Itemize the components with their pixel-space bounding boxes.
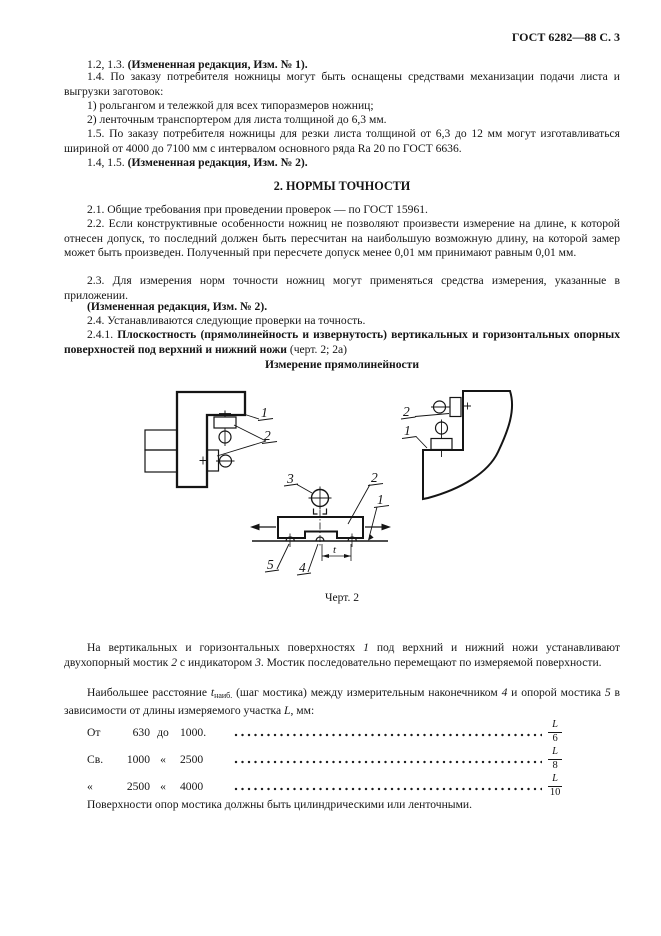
left-bar-lower	[145, 450, 177, 472]
right-bridge-horizontal	[431, 439, 452, 450]
range-row-2: Св. 1000 « 2500 $\frac{L}{8}$	[64, 746, 620, 772]
figure-bridge-view	[250, 470, 391, 575]
left-bridge-vertical	[208, 450, 219, 471]
para-2-1: 2.1. Общие требования при проведении проверок — по ГОСТ 15961.	[87, 203, 428, 216]
left-label-surface: 1	[261, 405, 268, 420]
figure-right-view	[401, 391, 512, 499]
para-1-5: 1.5. По заказу потребителя ножницы для резки листа толщиной от 6,3 до 12 мм могут изготавливаться шириной от 4000 до 7100 мм с интервалом основного ряда Ra 20 по ГОСТ 6636.	[64, 127, 620, 155]
right-bridge-vertical	[450, 398, 461, 417]
left-label-bridge: 2	[264, 428, 271, 443]
list-item-2: 2) ленточным транспортером для листа толщиной до 6,3 мм.	[87, 113, 387, 126]
page-header-ref: ГОСТ 6282—88 С. 3	[511, 30, 620, 44]
para-amend-1-2-1-3: 1.2, 1.3. (Измененная редакция, Изм. № 1).	[87, 58, 308, 71]
para-1-4: 1.4. По заказу потребителя ножницы могут быть оснащены средствами механизации подачи листа и выгрузки заготовок:	[64, 70, 620, 98]
fraction-value: $\frac{L}{10}$	[549, 773, 561, 798]
para-amend-1-4-1-5: 1.4, 1.5. (Измененная редакция, Изм. № 2).	[87, 156, 308, 169]
arrow-left-icon	[250, 524, 260, 531]
right-label-bridge: 2	[403, 404, 410, 419]
label-support: 5	[267, 557, 274, 572]
label-bridge: 2	[371, 470, 378, 485]
dot-leader	[234, 780, 542, 793]
dot-leader	[234, 726, 542, 739]
left-body-outline	[177, 392, 245, 487]
right-label-surface: 1	[404, 423, 411, 438]
section-2-title: 2. НОРМЫ ТОЧНОСТИ	[273, 179, 411, 193]
label-tip: 4	[299, 560, 306, 575]
para-measure-2: Наибольшее расстояние $t_{наиб.}$ (шаг мостика) между измерительным наконечником 4 и опорой мостика 5 в зависимости от длины измеряемого участка L, мм:	[64, 686, 621, 717]
label-indicator: 3	[287, 471, 294, 486]
para-2-4-1: 2.4.1. Плоскостность (прямолинейность и извернутость) вертикальных и горизонтальных опорных поверхностей под верхний и нижний ножи (черт. 2; 2а)	[64, 328, 621, 356]
dot-leader	[234, 753, 542, 766]
figure-title: Измерение прямолинейности	[264, 358, 420, 371]
list-item-1: 1) рольгангом и тележкой для всех типоразмеров ножниц;	[87, 99, 374, 112]
para-2-2: 2.2. Если конструктивные особенности ножниц не позволяют произвести измерение на длине, к которой отнесен допуск, то последний должен быть пересчитан на наибольшую возможную длину, на которой замер может быть произведен. Полученный при пересчете допуск менее 0,01 мм принимают равным 0,01 мм.	[64, 217, 620, 259]
range-row-1: От 630 до 1000. $\frac{L}{6}$	[64, 719, 620, 745]
dim-label-step: t	[333, 544, 337, 556]
figure-left-view	[145, 392, 277, 487]
para-amend-2-3: (Измененная редакция, Изм. № 2).	[87, 300, 268, 313]
para-2-4: 2.4. Устанавливаются следующие проверки на точность.	[87, 314, 366, 327]
fraction-value: $\frac{L}{6}$	[548, 720, 562, 744]
figure-drawing	[0, 383, 661, 600]
left-bridge-horizontal	[214, 417, 236, 428]
arrow-right-icon	[382, 524, 392, 531]
para-measure-3: Поверхности опор мостика должны быть цилиндрическими или ленточными.	[87, 798, 473, 811]
left-bar-upper	[145, 430, 177, 450]
label-surface: 1	[377, 492, 384, 507]
range-row-3: « 2500 « 4000 $\frac{L}{10}$	[87, 773, 561, 798]
fraction-value: $\frac{L}{8}$	[548, 747, 562, 771]
para-measure-1: На вертикальных и горизонтальных поверхностях 1 под верхний и нижний ножи устанавливают двухопорный мостик 2 с индикатором 3. Мостик последовательно перемещают по измеряемой поверхности.	[64, 641, 620, 669]
figure-caption: Черт. 2	[324, 591, 360, 604]
para-2-3: 2.3. Для измерения норм точности ножниц могут применяться средства измерения, указанные в приложении.	[64, 274, 620, 302]
